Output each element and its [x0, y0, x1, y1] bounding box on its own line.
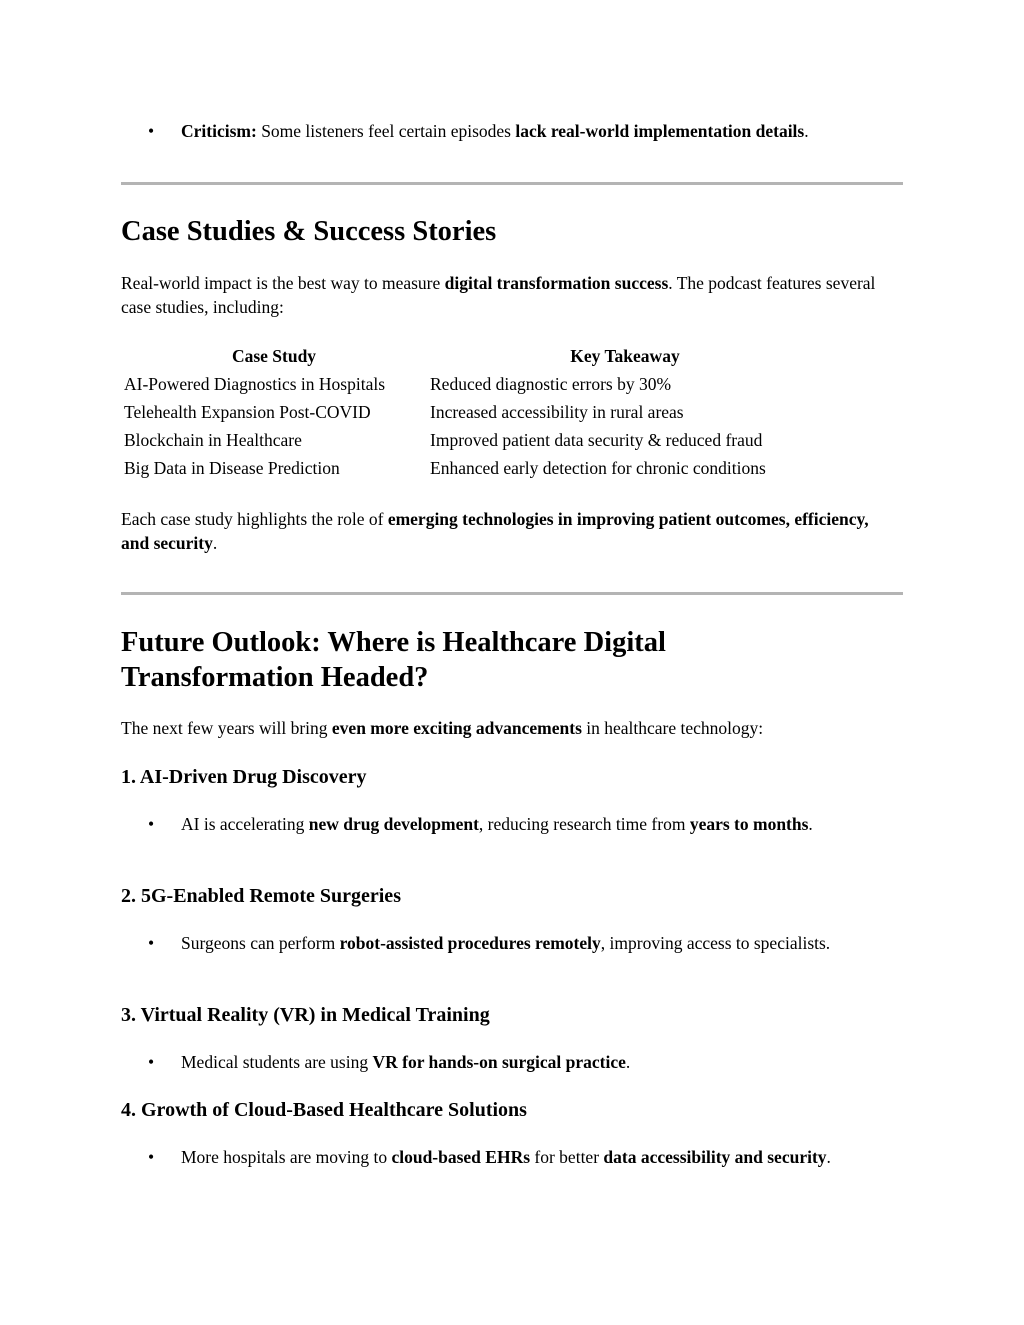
item-text: . [826, 1147, 831, 1167]
item-bold: years to months [689, 814, 809, 834]
item-3-heading: 3. Virtual Reality (VR) in Medical Training [121, 1004, 490, 1026]
table-cell: AI-Powered Diagnostics in Hospitals [124, 373, 386, 394]
item-text: Surgeons can perform [181, 933, 340, 953]
future-intro-bold: even more exciting advancements [331, 718, 582, 738]
item-4-text [181, 1146, 866, 1170]
item-text: , improving access to specialists. [600, 933, 831, 953]
item-text: More hospitals are moving to [181, 1147, 392, 1167]
table-cell: Reduced diagnostic errors by 30% [430, 373, 672, 394]
table-cell: Blockchain in Healthcare [124, 429, 302, 450]
table-row [121, 370, 823, 398]
bullet-dot: • [148, 814, 155, 834]
criticism-label: Criticism: [181, 121, 257, 141]
item-1-text [181, 813, 846, 837]
item-text: Medical students are using [181, 1052, 373, 1072]
item-text: . [808, 814, 813, 834]
item-bold: cloud-based EHRs [391, 1147, 531, 1167]
criticism-end: . [804, 121, 809, 141]
future-outlook-heading: Future Outlook: Where is Healthcare Digital Transformation Headed? [121, 627, 666, 693]
item-4-heading: 4. Growth of Cloud-Based Healthcare Solutions [121, 1099, 527, 1121]
item-bold: robot-assisted procedures remotely [339, 933, 601, 953]
outro-bold: emerging technologies in improving patient outcomes, efficiency, and security [121, 509, 869, 553]
future-intro [121, 717, 903, 741]
table-row [121, 398, 823, 426]
intro-text-b: . The podcast features several case studies, including: [121, 273, 876, 317]
table-row [121, 426, 823, 454]
table-cell: Improved patient data security & reduced fraud [430, 429, 763, 450]
table-cell: Enhanced early detection for chronic conditions [430, 457, 766, 478]
item-text: AI is accelerating [181, 814, 309, 834]
outro-text-a: Each case study highlights the role of [121, 509, 388, 529]
bullet-dot: • [148, 933, 155, 953]
case-studies-table [121, 342, 823, 482]
future-intro-a: The next few years will bring [121, 718, 332, 738]
bullet-dot: • [148, 121, 155, 141]
table-cell: Big Data in Disease Prediction [124, 457, 340, 478]
table-cell: Increased accessibility in rural areas [430, 401, 684, 422]
section-divider [121, 592, 903, 595]
criticism-text-a: Some listeners feel certain episodes [256, 121, 516, 141]
item-bold: data accessibility and security [603, 1147, 827, 1167]
bullet-dot: • [148, 1052, 155, 1072]
table-header-key-takeaway: Key Takeaway [570, 345, 680, 366]
outro-end: . [212, 532, 218, 553]
case-studies-heading: Case Studies & Success Stories [121, 216, 497, 247]
item-bold: new drug development [308, 814, 479, 834]
bullet-dot: • [148, 1147, 155, 1167]
criticism-text [181, 120, 896, 144]
intro-bold: digital transformation success [444, 273, 669, 293]
criticism-bold: lack real-world implementation details [515, 121, 805, 141]
item-1-heading: 1. AI-Driven Drug Discovery [121, 766, 367, 788]
item-text: for better [530, 1147, 604, 1167]
intro-text-a: Real-world impact is the best way to measure [121, 273, 445, 293]
item-2-heading: 2. 5G-Enabled Remote Surgeries [121, 885, 401, 907]
item-text: , reducing research time from [478, 814, 690, 834]
case-studies-intro [121, 272, 881, 319]
table-header-case-study: Case Study [231, 345, 317, 366]
item-2-text [181, 932, 846, 956]
table-cell: Telehealth Expansion Post-COVID [124, 401, 371, 422]
future-intro-b: in healthcare technology: [581, 718, 764, 738]
item-text: . [625, 1052, 631, 1072]
section-divider [121, 182, 903, 185]
case-studies-outro [121, 508, 896, 555]
item-3-text [181, 1051, 896, 1075]
item-bold: VR for hands-on surgical practice [372, 1052, 626, 1072]
table-row [121, 454, 823, 482]
table-header-row [121, 342, 823, 370]
